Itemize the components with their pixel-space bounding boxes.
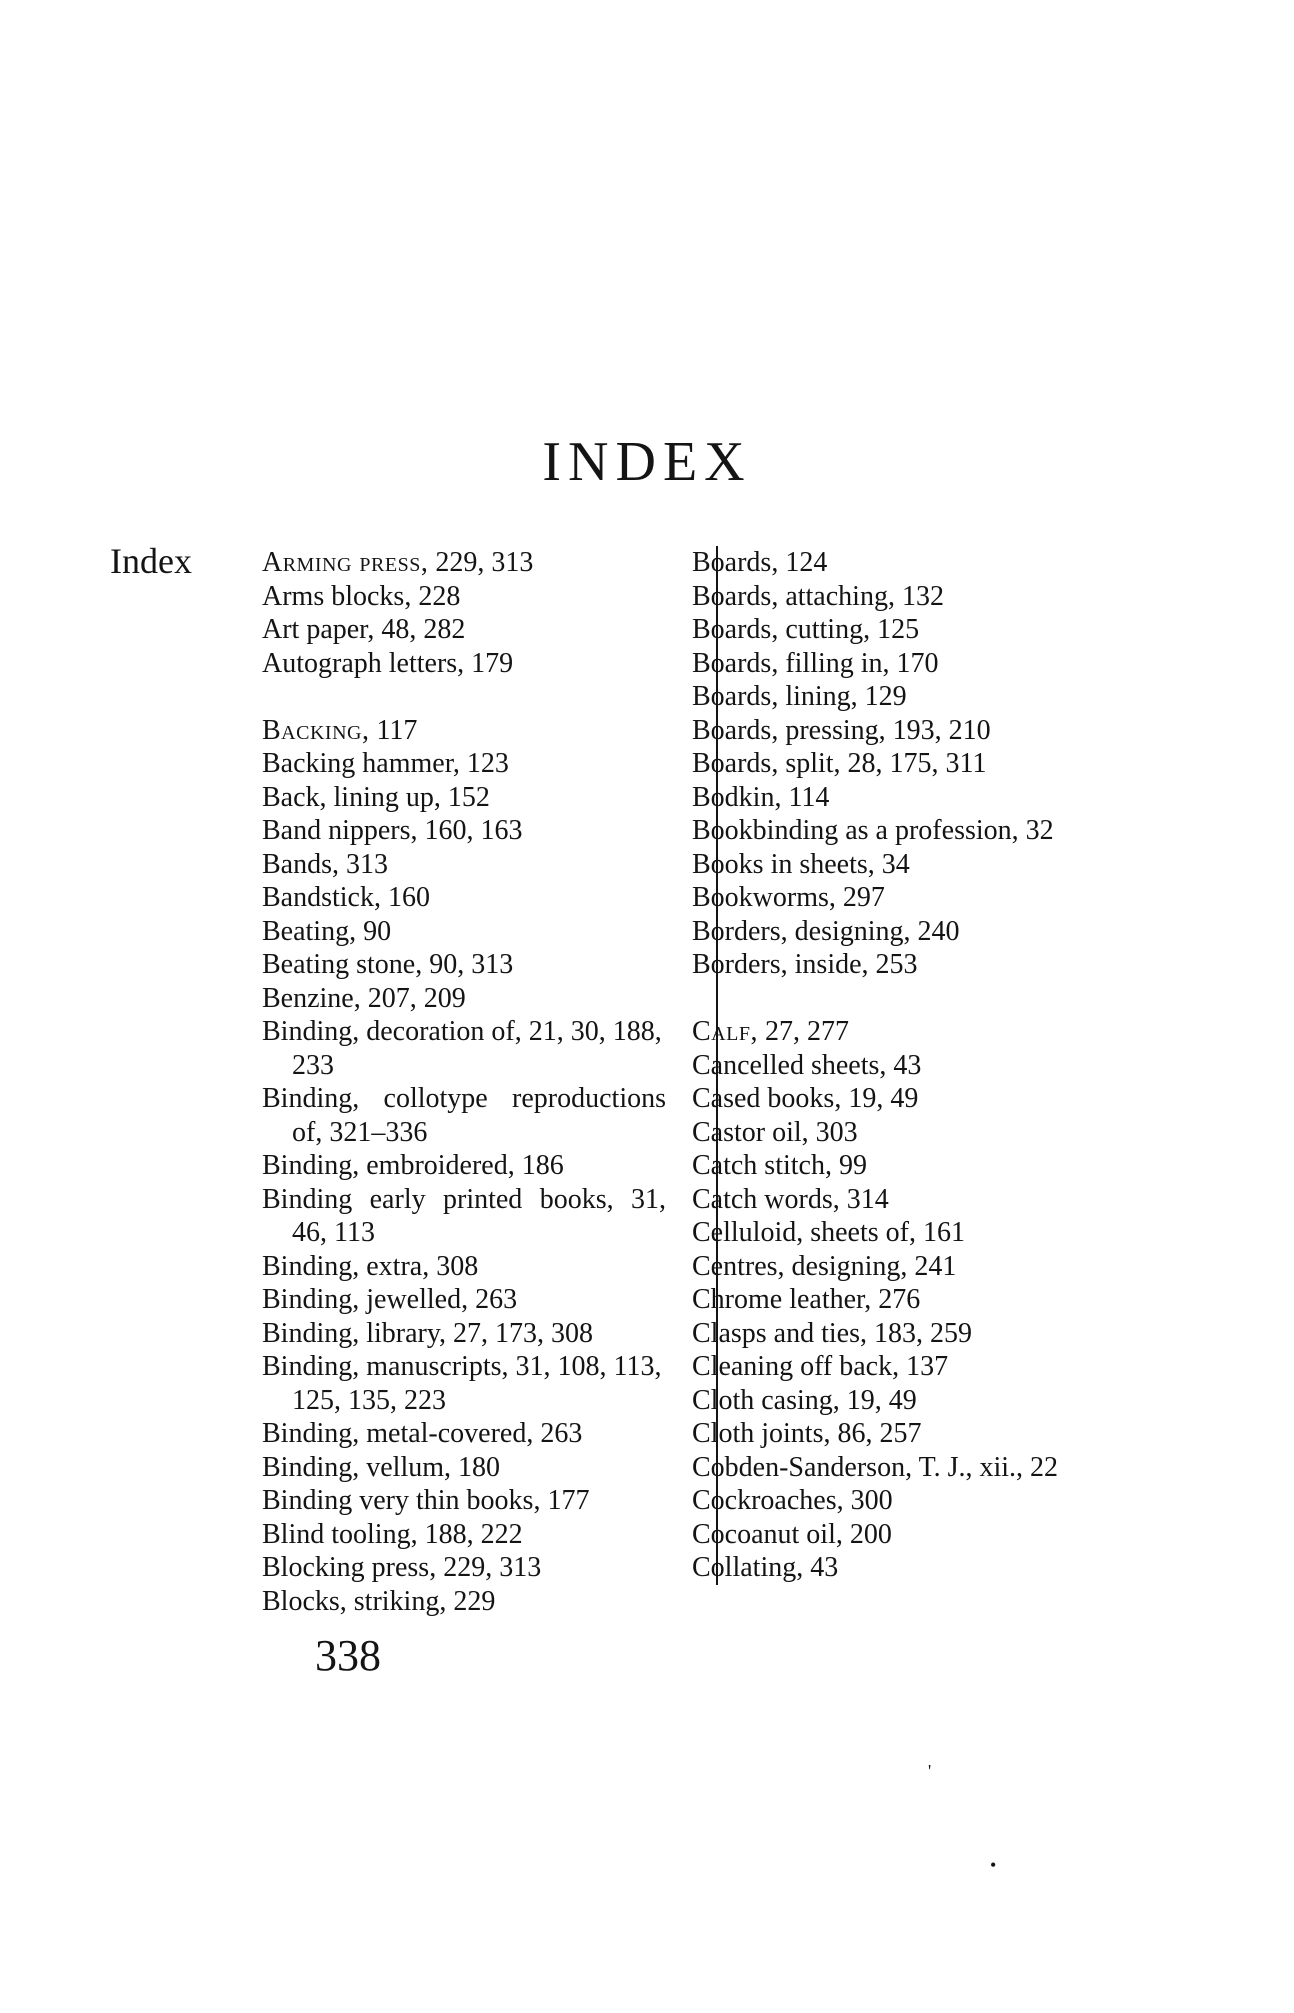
index-entry: Clasps and ties, 183, 259 <box>692 1317 972 1349</box>
index-entry: Autograph letters, 179 <box>262 647 514 679</box>
index-entry-lead: Arming press, <box>262 547 429 578</box>
letter-group-gap <box>262 680 666 714</box>
index-entry: Castor oil, 303 <box>692 1116 858 1148</box>
index-entry: Catch words, 314 <box>692 1183 889 1215</box>
index-entry-pages: 229, 313 <box>428 547 534 578</box>
index-entry-pages: 117 <box>369 714 418 746</box>
index-entry-pages: 27, 277 <box>757 1016 849 1047</box>
index-entry: Boards, 124 <box>692 547 828 578</box>
index-entry <box>262 714 666 748</box>
index-entry: Collating, 43 <box>692 1552 839 1583</box>
index-entry <box>262 546 666 580</box>
index-entry: Binding, embroidered, 186 <box>262 1150 564 1181</box>
margin-note: Index <box>110 541 192 581</box>
index-entry: Back, lining up, 152 <box>262 781 490 813</box>
index-entry: Backing hammer, 123 <box>262 748 509 779</box>
index-entry: Celluloid, sheets of, 161 <box>692 1217 965 1248</box>
index-entry: Beating stone, 90, 313 <box>262 949 514 980</box>
index-entry: Binding, collotype reproductions of, 321–336 <box>262 1083 666 1148</box>
index-entry: Binding early printed books, 31, 46, 113 <box>262 1183 666 1248</box>
index-column-right <box>692 546 1128 1585</box>
index-entry: Art paper, 48, 282 <box>262 614 466 645</box>
index-entry: Boards, filling in, 170 <box>692 647 939 679</box>
index-entry: Bandstick, 160 <box>262 882 430 913</box>
index-entry: Bookworms, 297 <box>692 882 885 913</box>
index-entry: Boards, pressing, 193, 210 <box>692 714 991 746</box>
ink-speck: • <box>990 1855 997 1875</box>
index-entry: Cancelled sheets, 43 <box>692 1049 922 1081</box>
index-entry: Binding very thin books, 177 <box>262 1485 590 1516</box>
index-entry: Bands, 313 <box>262 848 388 880</box>
index-entry: Cockroaches, 300 <box>692 1485 893 1516</box>
index-entry: Boards, lining, 129 <box>692 681 907 712</box>
ink-speck: ' <box>928 1761 932 1781</box>
index-entry: Borders, inside, 253 <box>692 949 918 980</box>
index-entry: Binding, manuscripts, 31, 108, 113, 125, 135, 223 <box>262 1351 662 1416</box>
index-entry: Blind tooling, 188, 222 <box>262 1518 523 1550</box>
index-entry-lead: Backing, <box>262 714 370 746</box>
index-entry <box>692 1015 1128 1049</box>
index-entry: Binding, decoration of, 21, 30, 188, 233 <box>262 1016 662 1081</box>
index-entry: Arms blocks, 228 <box>262 580 461 612</box>
index-entry: Cloth casing, 19, 49 <box>692 1384 917 1416</box>
letter-group-gap <box>718 982 1128 1016</box>
index-entry: Chrome leather, 276 <box>692 1284 921 1315</box>
index-entry: Beating, 90 <box>262 915 392 947</box>
index-entry: Cloth joints, 86, 257 <box>692 1418 922 1449</box>
index-entry: Cocoanut oil, 200 <box>692 1518 892 1550</box>
index-entry-lead: Calf, <box>692 1016 758 1047</box>
index-entry: Boards, split, 28, 175, 311 <box>692 748 987 779</box>
index-entry: Binding, jewelled, 263 <box>262 1284 518 1315</box>
index-entry: Band nippers, 160, 163 <box>262 815 523 846</box>
index-entry: Boards, cutting, 125 <box>692 614 920 645</box>
index-entry: Cased books, 19, 49 <box>692 1083 919 1114</box>
index-entry: Blocking press, 229, 313 <box>262 1552 542 1583</box>
index-entry: Binding, library, 27, 173, 308 <box>262 1317 594 1349</box>
page-title: INDEX <box>542 431 752 493</box>
index-column-left <box>262 546 666 1618</box>
index-entry: Boards, attaching, 132 <box>692 580 944 612</box>
index-entry: Cobden-Sanderson, T. J., xii., 22 <box>692 1451 1059 1483</box>
index-entry: Cleaning off back, 137 <box>692 1351 949 1382</box>
index-entry: Borders, designing, 240 <box>692 915 960 947</box>
index-entry: Binding, extra, 308 <box>262 1250 479 1282</box>
index-entry: Bookbinding as a profession, 32 <box>692 815 1054 846</box>
index-entry: Bodkin, 114 <box>692 781 830 813</box>
index-entry: Centres, designing, 241 <box>692 1250 957 1282</box>
index-entry: Blocks, striking, 229 <box>262 1585 496 1617</box>
index-entry: Binding, vellum, 180 <box>262 1451 500 1483</box>
page-number: 338 <box>315 1631 381 1680</box>
index-entry: Binding, metal-covered, 263 <box>262 1418 583 1449</box>
index-entry: Books in sheets, 34 <box>692 848 910 880</box>
index-entry: Catch stitch, 99 <box>692 1150 867 1181</box>
index-entry: Benzine, 207, 209 <box>262 982 466 1014</box>
